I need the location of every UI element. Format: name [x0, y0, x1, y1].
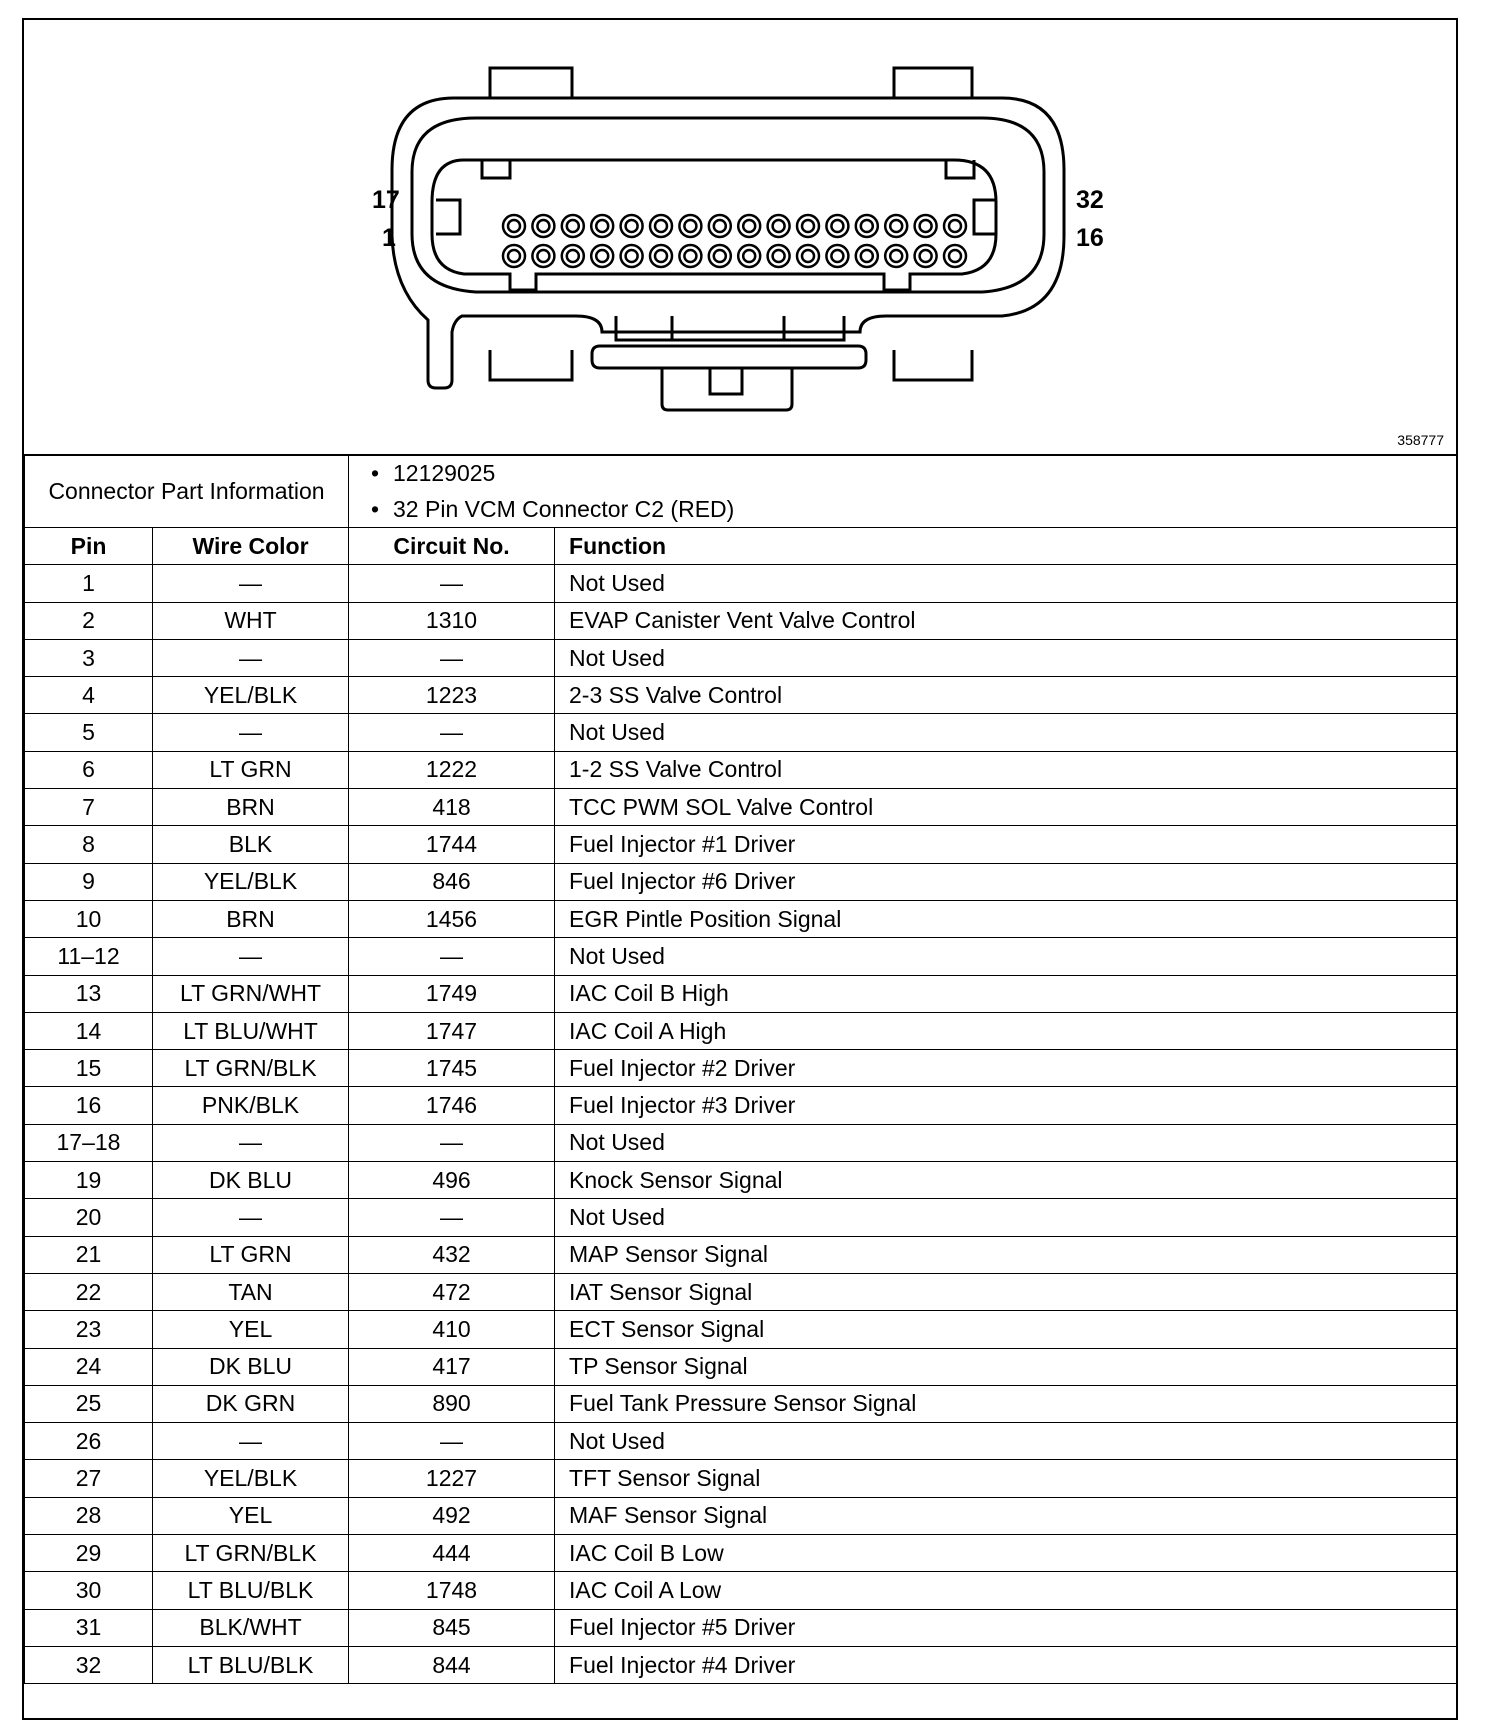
pin-label-32: 32: [1076, 186, 1104, 214]
connector-figure: [24, 20, 1456, 456]
pin-hole-inner: [743, 250, 755, 262]
pin-cell: 25: [25, 1385, 153, 1422]
circuit-cell: 1748: [349, 1572, 555, 1609]
pin-hole-inner: [626, 250, 638, 262]
circuit-cell: 1745: [349, 1050, 555, 1087]
function-cell: Fuel Injector #5 Driver: [555, 1609, 1457, 1646]
pin-hole: [856, 245, 878, 267]
function-cell: 2-3 SS Valve Control: [555, 677, 1457, 714]
circuit-cell: —: [349, 938, 555, 975]
pin-hole: [621, 215, 643, 237]
pin-cell: 8: [25, 826, 153, 863]
wire-color-cell: LT GRN: [153, 751, 349, 788]
pin-hole: [679, 245, 701, 267]
wire-color-cell: LT GRN/WHT: [153, 975, 349, 1012]
pin-hole: [944, 215, 966, 237]
table-row: [25, 975, 1457, 1012]
pin-hole: [650, 215, 672, 237]
wire-color-cell: BRN: [153, 900, 349, 937]
wire-color-cell: —: [153, 639, 349, 676]
column-header-pin: Pin: [25, 528, 153, 565]
table-row: [25, 826, 1457, 863]
column-header-wire-color: Wire Color: [153, 528, 349, 565]
figure-id: 358777: [1397, 432, 1444, 448]
pin-cell: 17–18: [25, 1124, 153, 1161]
pin-hole-inner: [684, 220, 696, 232]
circuit-cell: —: [349, 1199, 555, 1236]
connector-pin-table: [24, 454, 1457, 1684]
circuit-cell: —: [349, 714, 555, 751]
table-row: [25, 1646, 1457, 1683]
pin-hole: [768, 245, 790, 267]
function-cell: Not Used: [555, 714, 1457, 751]
wire-color-cell: WHT: [153, 602, 349, 639]
wire-color-cell: —: [153, 714, 349, 751]
pin-hole-inner: [802, 220, 814, 232]
pin-cell: 9: [25, 863, 153, 900]
circuit-cell: 418: [349, 789, 555, 826]
function-cell: MAF Sensor Signal: [555, 1497, 1457, 1534]
pin-cell: 22: [25, 1273, 153, 1310]
function-cell: Fuel Injector #6 Driver: [555, 863, 1457, 900]
pin-hole-inner: [567, 250, 579, 262]
pin-hole-inner: [949, 220, 961, 232]
circuit-cell: —: [349, 639, 555, 676]
pin-hole: [885, 215, 907, 237]
function-cell: Fuel Injector #4 Driver: [555, 1646, 1457, 1683]
connector-part-details: [349, 455, 1457, 528]
pin-hole-inner: [508, 250, 520, 262]
pin-cell: 5: [25, 714, 153, 751]
pin-cell: 15: [25, 1050, 153, 1087]
table-row: [25, 602, 1457, 639]
pin-hole-inner: [626, 220, 638, 232]
table-row: [25, 677, 1457, 714]
pin-hole: [503, 215, 525, 237]
table-row: [25, 1273, 1457, 1310]
circuit-cell: 1222: [349, 751, 555, 788]
pin-hole: [856, 215, 878, 237]
pin-hole-inner: [920, 220, 932, 232]
circuit-cell: 1747: [349, 1012, 555, 1049]
wire-color-cell: LT BLU/WHT: [153, 1012, 349, 1049]
pin-hole-inner: [831, 220, 843, 232]
circuit-cell: 410: [349, 1311, 555, 1348]
table-row: [25, 639, 1457, 676]
function-cell: ECT Sensor Signal: [555, 1311, 1457, 1348]
function-cell: 1-2 SS Valve Control: [555, 751, 1457, 788]
function-cell: TFT Sensor Signal: [555, 1460, 1457, 1497]
function-cell: TCC PWM SOL Valve Control: [555, 789, 1457, 826]
table-row: [25, 751, 1457, 788]
wire-color-cell: —: [153, 1199, 349, 1236]
table-row: [25, 1609, 1457, 1646]
function-cell: IAT Sensor Signal: [555, 1273, 1457, 1310]
table-row: [25, 1348, 1457, 1385]
column-header-function: Function: [555, 528, 1457, 565]
pin-hole-inner: [920, 250, 932, 262]
function-cell: IAC Coil A High: [555, 1012, 1457, 1049]
pin-hole-inner: [802, 250, 814, 262]
table-row: [25, 863, 1457, 900]
wire-color-cell: BRN: [153, 789, 349, 826]
pin-hole-inner: [714, 250, 726, 262]
circuit-cell: 1223: [349, 677, 555, 714]
pin-hole-inner: [949, 250, 961, 262]
table-row: [25, 1050, 1457, 1087]
pin-cell: 4: [25, 677, 153, 714]
table-row: [25, 900, 1457, 937]
pin-hole-inner: [773, 220, 785, 232]
connector-sheet: [22, 18, 1458, 1720]
wire-color-cell: YEL: [153, 1311, 349, 1348]
pin-cell: 32: [25, 1646, 153, 1683]
pin-rows: [25, 565, 1457, 1684]
circuit-cell: 1749: [349, 975, 555, 1012]
function-cell: IAC Coil B Low: [555, 1535, 1457, 1572]
pin-cell: 3: [25, 639, 153, 676]
circuit-cell: 846: [349, 863, 555, 900]
wire-color-cell: DK BLU: [153, 1348, 349, 1385]
circuit-cell: —: [349, 1423, 555, 1460]
wire-color-cell: LT BLU/BLK: [153, 1572, 349, 1609]
function-cell: Not Used: [555, 938, 1457, 975]
column-header-row: [25, 528, 1457, 565]
pin-hole: [915, 245, 937, 267]
pin-cell: 11–12: [25, 938, 153, 975]
pin-hole: [826, 245, 848, 267]
pin-hole-inner: [537, 220, 549, 232]
circuit-cell: 890: [349, 1385, 555, 1422]
table-row: [25, 789, 1457, 826]
pin-cell: 21: [25, 1236, 153, 1273]
table-row: [25, 714, 1457, 751]
part-number: • 12129025: [393, 455, 1456, 491]
function-cell: IAC Coil A Low: [555, 1572, 1457, 1609]
connector-part-label: Connector Part Information: [25, 455, 349, 528]
wire-color-cell: BLK/WHT: [153, 1609, 349, 1646]
pin-hole: [503, 245, 525, 267]
pin-hole-inner: [861, 250, 873, 262]
pin-hole: [738, 245, 760, 267]
pin-cell: 1: [25, 565, 153, 602]
circuit-cell: 1227: [349, 1460, 555, 1497]
pin-hole: [562, 215, 584, 237]
pin-label-16: 16: [1076, 224, 1104, 252]
wire-color-cell: YEL: [153, 1497, 349, 1534]
pin-hole: [709, 245, 731, 267]
wire-color-cell: LT GRN/BLK: [153, 1535, 349, 1572]
wire-color-cell: LT BLU/BLK: [153, 1646, 349, 1683]
pin-hole-inner: [684, 250, 696, 262]
table-row: [25, 1087, 1457, 1124]
pin-cell: 7: [25, 789, 153, 826]
pin-hole-inner: [831, 250, 843, 262]
pin-cell: 19: [25, 1162, 153, 1199]
wire-color-cell: TAN: [153, 1273, 349, 1310]
pin-hole: [650, 245, 672, 267]
pin-hole-inner: [890, 250, 902, 262]
pin-hole-inner: [567, 220, 579, 232]
pin-hole: [738, 215, 760, 237]
pin-hole-inner: [596, 250, 608, 262]
pin-hole-inner: [537, 250, 549, 262]
table-row: [25, 1311, 1457, 1348]
pin-hole: [709, 215, 731, 237]
function-cell: EGR Pintle Position Signal: [555, 900, 1457, 937]
pin-hole-inner: [655, 250, 667, 262]
pin-cell: 2: [25, 602, 153, 639]
function-cell: MAP Sensor Signal: [555, 1236, 1457, 1273]
function-cell: Fuel Tank Pressure Sensor Signal: [555, 1385, 1457, 1422]
pin-hole-inner: [596, 220, 608, 232]
pin-hole-inner: [861, 220, 873, 232]
circuit-cell: —: [349, 565, 555, 602]
table-row: [25, 1012, 1457, 1049]
pin-cell: 20: [25, 1199, 153, 1236]
pin-hole: [591, 245, 613, 267]
function-cell: TP Sensor Signal: [555, 1348, 1457, 1385]
circuit-cell: 844: [349, 1646, 555, 1683]
circuit-cell: 417: [349, 1348, 555, 1385]
pin-hole-inner: [743, 220, 755, 232]
pin-cell: 27: [25, 1460, 153, 1497]
pin-cell: 30: [25, 1572, 153, 1609]
circuit-cell: 1744: [349, 826, 555, 863]
circuit-cell: 1746: [349, 1087, 555, 1124]
pin-hole-inner: [714, 220, 726, 232]
wire-color-cell: YEL/BLK: [153, 677, 349, 714]
connector-info-row: [25, 455, 1457, 528]
function-cell: Not Used: [555, 565, 1457, 602]
connector-description: • 32 Pin VCM Connector C2 (RED): [393, 491, 1456, 527]
circuit-cell: 492: [349, 1497, 555, 1534]
pin-cell: 13: [25, 975, 153, 1012]
pin-hole: [885, 245, 907, 267]
pin-hole: [621, 245, 643, 267]
circuit-cell: 845: [349, 1609, 555, 1646]
pin-hole: [532, 245, 554, 267]
pin-cell: 24: [25, 1348, 153, 1385]
pin-cell: 29: [25, 1535, 153, 1572]
pin-hole: [768, 215, 790, 237]
function-cell: Not Used: [555, 1124, 1457, 1161]
wire-color-cell: LT GRN/BLK: [153, 1050, 349, 1087]
function-cell: Not Used: [555, 1199, 1457, 1236]
wire-color-cell: YEL/BLK: [153, 863, 349, 900]
table-row: [25, 1423, 1457, 1460]
circuit-cell: 1310: [349, 602, 555, 639]
wire-color-cell: —: [153, 1423, 349, 1460]
table-row: [25, 1497, 1457, 1534]
pin-hole-inner: [508, 220, 520, 232]
pin-cell: 6: [25, 751, 153, 788]
table-row: [25, 1460, 1457, 1497]
wire-color-cell: DK GRN: [153, 1385, 349, 1422]
pin-hole-inner: [773, 250, 785, 262]
pin-hole: [679, 215, 701, 237]
circuit-cell: 496: [349, 1162, 555, 1199]
table-row: [25, 1162, 1457, 1199]
wire-color-cell: YEL/BLK: [153, 1460, 349, 1497]
table-row: [25, 1535, 1457, 1572]
function-cell: Not Used: [555, 1423, 1457, 1460]
column-header-circuit: Circuit No.: [349, 528, 555, 565]
pin-cell: 14: [25, 1012, 153, 1049]
function-cell: Not Used: [555, 639, 1457, 676]
pin-hole: [532, 215, 554, 237]
table-row: [25, 1199, 1457, 1236]
circuit-cell: 1456: [349, 900, 555, 937]
pin-hole-inner: [890, 220, 902, 232]
function-cell: IAC Coil B High: [555, 975, 1457, 1012]
pin-cell: 26: [25, 1423, 153, 1460]
function-cell: Fuel Injector #2 Driver: [555, 1050, 1457, 1087]
pin-hole: [826, 215, 848, 237]
pin-hole: [591, 215, 613, 237]
circuit-cell: —: [349, 1124, 555, 1161]
pin-cell: 23: [25, 1311, 153, 1348]
pin-hole: [797, 245, 819, 267]
circuit-cell: 444: [349, 1535, 555, 1572]
circuit-cell: 432: [349, 1236, 555, 1273]
table-row: [25, 1124, 1457, 1161]
connector-drawing: [24, 20, 1456, 454]
table-row: [25, 938, 1457, 975]
wire-color-cell: LT GRN: [153, 1236, 349, 1273]
table-row: [25, 1572, 1457, 1609]
pin-label-1: 1: [382, 224, 396, 252]
pin-hole-inner: [655, 220, 667, 232]
table-row: [25, 1385, 1457, 1422]
pin-cell: 10: [25, 900, 153, 937]
wire-color-cell: —: [153, 938, 349, 975]
pin-hole: [562, 245, 584, 267]
table-row: [25, 1236, 1457, 1273]
pin-label-17: 17: [372, 186, 400, 214]
function-cell: Fuel Injector #1 Driver: [555, 826, 1457, 863]
circuit-cell: 472: [349, 1273, 555, 1310]
wire-color-cell: DK BLU: [153, 1162, 349, 1199]
wire-color-cell: —: [153, 1124, 349, 1161]
wire-color-cell: BLK: [153, 826, 349, 863]
table-row: [25, 565, 1457, 602]
function-cell: EVAP Canister Vent Valve Control: [555, 602, 1457, 639]
wire-color-cell: —: [153, 565, 349, 602]
pin-hole: [915, 215, 937, 237]
wire-color-cell: PNK/BLK: [153, 1087, 349, 1124]
pin-cell: 31: [25, 1609, 153, 1646]
pin-hole: [797, 215, 819, 237]
function-cell: Knock Sensor Signal: [555, 1162, 1457, 1199]
pin-cell: 16: [25, 1087, 153, 1124]
function-cell: Fuel Injector #3 Driver: [555, 1087, 1457, 1124]
pin-hole: [944, 245, 966, 267]
pin-cell: 28: [25, 1497, 153, 1534]
